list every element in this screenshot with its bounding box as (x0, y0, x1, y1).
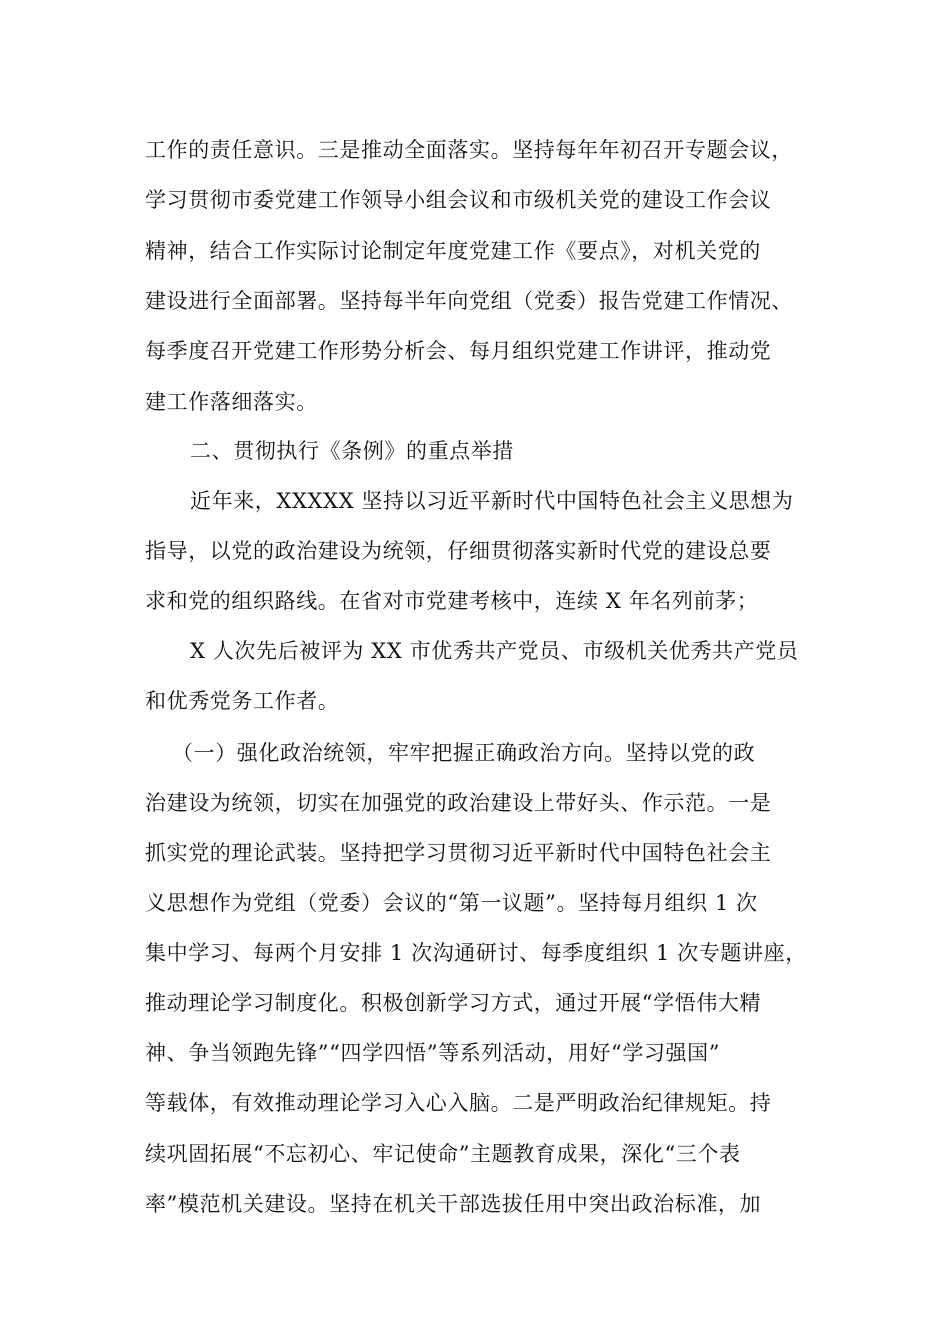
text-line: 推动理论学习制度化。积极创新学习方式，通过开展“学悟伟大精 (145, 991, 762, 1015)
text-line: 工作的责任意识。三是推动全面落实。坚持每年年初召开专题会议， (145, 138, 793, 162)
text-line: 建设进行全面部署。坚持每半年向党组（党委）报告党建工作情况、 (145, 289, 793, 313)
text-line: 义思想作为党组（党委）会议的“第一议题”。坚持每月组织 1 次 (145, 891, 758, 915)
text-line: 和优秀党务工作者。 (145, 689, 340, 713)
text-line: 每季度召开党建工作形势分析会、每月组织党建工作讲评，推动党 (145, 339, 772, 363)
text-line: 率”模范机关建设。坚持在机关干部选拔任用中突出政治标准，加 (145, 1192, 762, 1216)
text-line: 精神，结合工作实际讨论制定年度党建工作《要点》，对机关党的 (145, 239, 761, 263)
text-line: 近年来，XXXXX 坚持以习近平新时代中国特色社会主义思想为 (190, 489, 794, 513)
text-line: 集中学习、每两个月安排 1 次沟通研讨、每季度组织 1 次专题讲座， (145, 941, 807, 965)
text-line: X 人次先后被评为 XX 市优秀共产党员、市级机关优秀共产党员 (190, 639, 799, 663)
text-line: 等载体，有效推动理论学习入心入脑。二是严明政治纪律规矩。持 (145, 1091, 772, 1115)
text-line: 学习贯彻市委党建工作领导小组会议和市级机关党的建设工作会议 (145, 188, 772, 212)
text-line: 求和党的组织路线。在省对市党建考核中，连续 X 年名列前茅； (145, 589, 759, 613)
text-line: 续巩固拓展“不忘初心、牢记使命”主题教育成果，深化“三个表 (145, 1142, 741, 1166)
subsection-heading: （一）强化政治统领，牢牢把握正确政治方向。坚持以党的政 (172, 741, 756, 765)
text-line: 神、争当领跑先锋”“四学四悟”等系列活动，用好“学习强国” (145, 1041, 721, 1065)
section-heading: 二、贯彻执行《条例》的重点举措 (190, 439, 514, 463)
text-line: 建工作落细落实。 (145, 390, 318, 414)
text-line: 治建设为统领，切实在加强党的政治建设上带好头、作示范。一是 (145, 791, 772, 815)
text-line: 抓实党的理论武装。坚持把学习贯彻习近平新时代中国特色社会主 (145, 841, 772, 865)
text-line: 指导，以党的政治建设为统领，仔细贯彻落实新时代党的建设总要 (145, 539, 772, 563)
